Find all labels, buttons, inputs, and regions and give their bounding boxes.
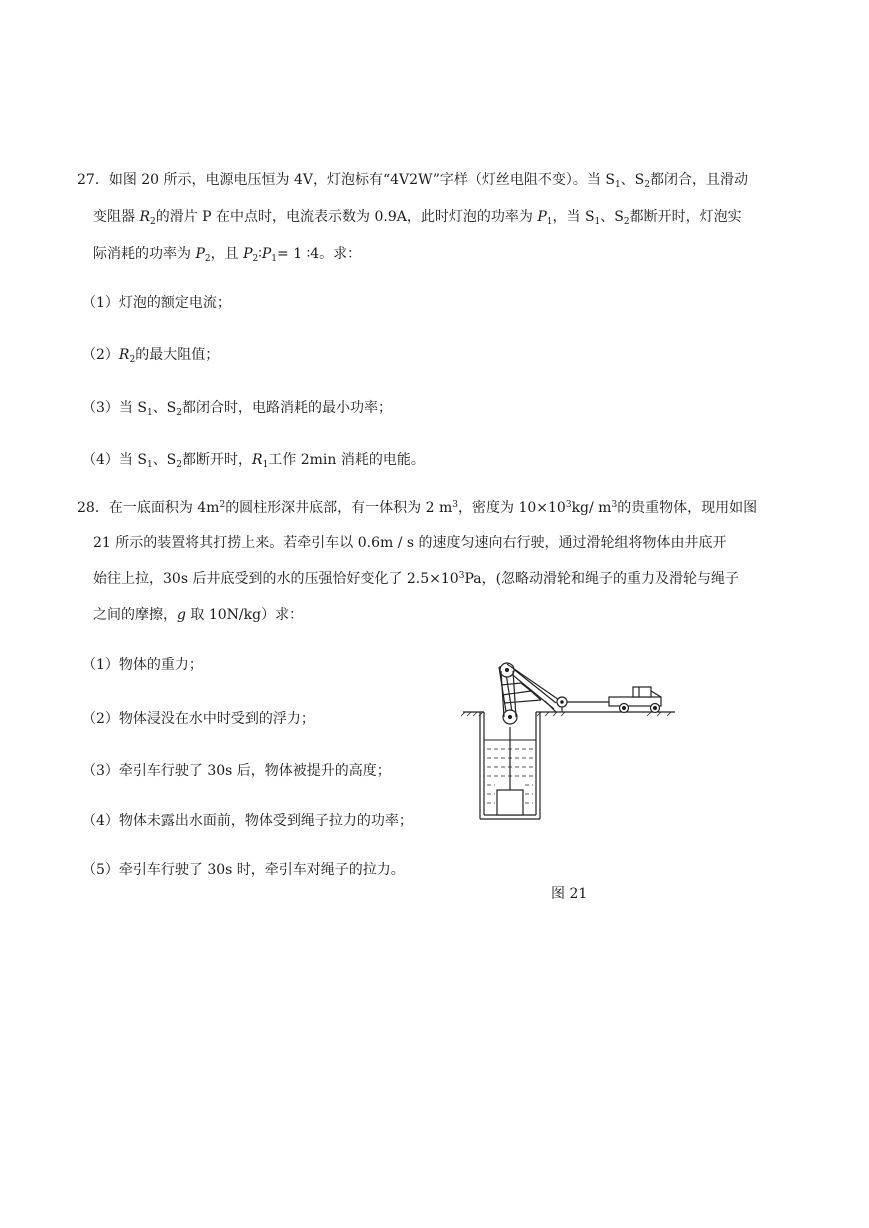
q28-item-2: （2）物体浸没在水中时受到的浮力； bbox=[82, 711, 315, 727]
q27-line-1: 27．如图 20 所示，电源电压恒为 4V，灯泡标有“4V2W”字样（灯丝电阻不变）。当 $S_1$、$S_2$都闭合，且滑动 bbox=[77, 172, 748, 190]
q28-line-1: 28．在一底面积为 $4m^2$的圆柱形深井底部，有一体积为 2 $m^3$，密度为 $10\times 10^3kg/$ $m^3$的贵重物体，现用如图 bbox=[77, 500, 758, 516]
q28-line-4: 之间的摩擦，g 取 10N/kg）求： bbox=[93, 607, 304, 623]
figure-21-diagram bbox=[461, 657, 677, 825]
q28-item-4: （4）物体未露出水面前，物体受到绳子拉力的功率； bbox=[82, 813, 413, 829]
q28-line-3: 始往上拉，30s 后井底受到的水的压强恰好变化了 $2.5\times 10^3Pa$，(忽略动滑轮和绳子的重力及滑轮与绳子 bbox=[93, 571, 740, 587]
q27-line-2: 变阻器 $R_2$的滑片 P 在中点时，电流表示数为 0.9A，此时灯泡的功率为 $P_1$，当 $S_1$、$S_2$都断开时，灯泡实 bbox=[93, 209, 742, 227]
q27-item-3: （3）当 $S_1$、$S_2$都闭合时，电路消耗的最小功率； bbox=[82, 400, 393, 418]
q28-item-1: （1）物体的重力； bbox=[82, 657, 203, 673]
figure-caption: 图 21 bbox=[551, 886, 588, 902]
q27-item-2: $(2)R_2$的最大阻值； bbox=[82, 347, 220, 365]
q28-item-3: （3）牵引车行驶了 30s 后，物体被提升的高度； bbox=[82, 763, 391, 779]
q28-item-5: （5）牵引车行驶了 30s 时，牵引车对绳子的拉力。 bbox=[82, 862, 405, 878]
q28-line-2: 21 所示的装置将其打捞上来。若牵引车以 0.6m / s 的速度匀速向右行驶，通过滑轮组将物体由井底开 bbox=[93, 535, 727, 551]
q27-line-3: 际消耗的功率为 $P_2$，且 $P_2∶P_1= 1$ ∶4。求： bbox=[93, 246, 362, 264]
q27-item-1: （1）灯泡的额定电流； bbox=[82, 295, 231, 311]
q27-item-4: （4）当 $S_1$、$S_2$都断开时，$R_1$工作 2min 消耗的电能。 bbox=[82, 452, 425, 470]
